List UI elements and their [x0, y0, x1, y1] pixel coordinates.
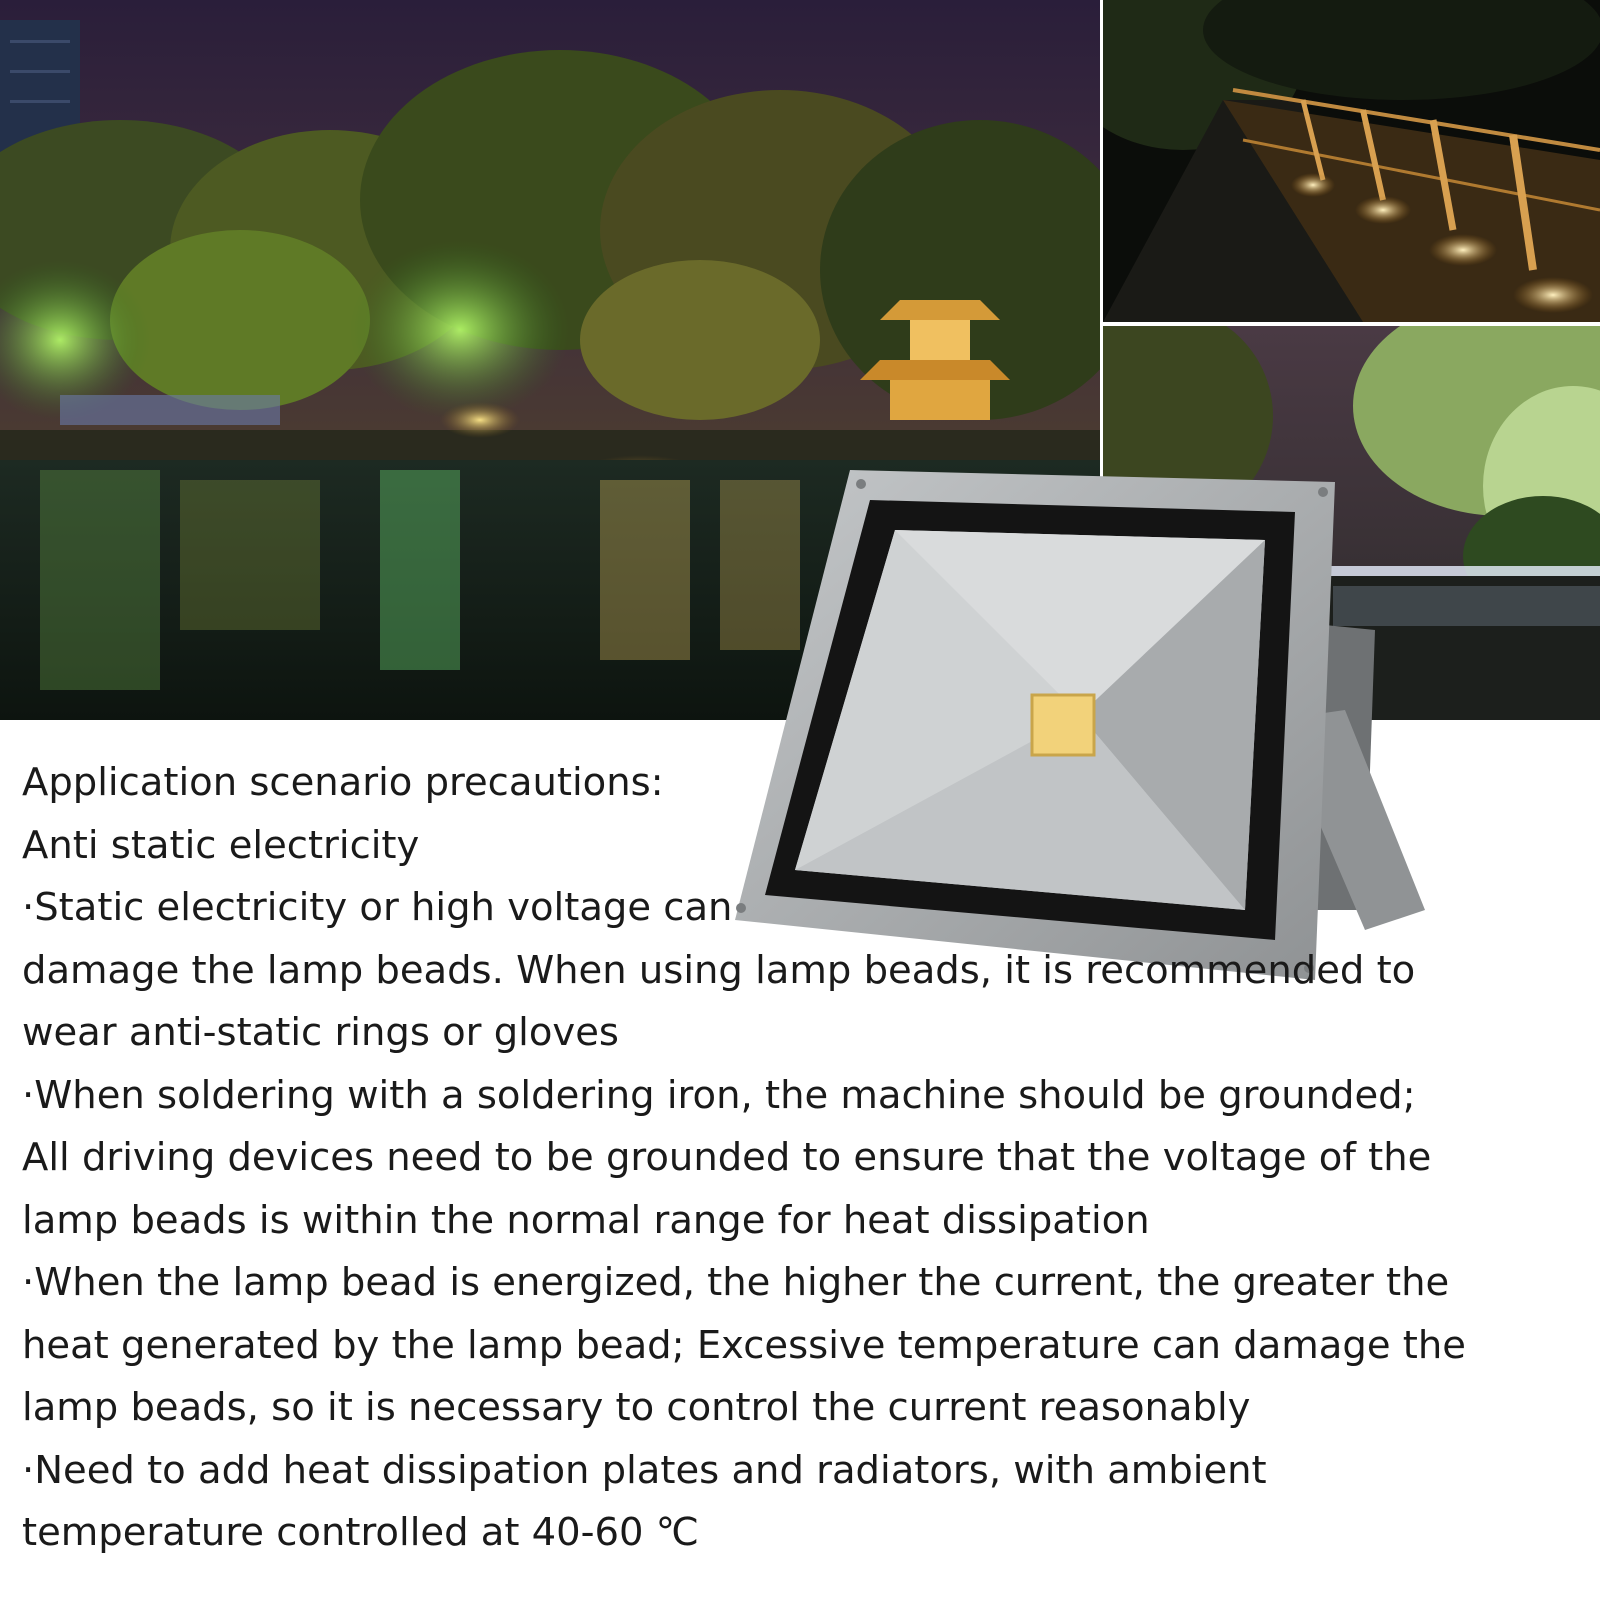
- text-line: wear anti-static rings or gloves: [22, 1010, 619, 1055]
- text-line: ·When soldering with a soldering iron, the machine should be grounded;: [22, 1072, 1416, 1118]
- text-line: lamp beads is within the normal range for heat dissipation: [22, 1197, 1150, 1243]
- walkway-scene-photo: [1103, 0, 1600, 322]
- text-line: lamp beads, so it is necessary to control the current reasonably: [22, 1385, 1251, 1430]
- text-line: damage the lamp beads. When using lamp beads, it is recommended to: [22, 947, 1416, 993]
- walkway-scene-image: [1103, 0, 1600, 322]
- anti-static-heading: Anti static electricity: [22, 822, 420, 868]
- text-line: heat generated by the lamp bead; Excessive temperature can damage the: [22, 1322, 1466, 1368]
- text-line: ·When the lamp bead is energized, the higher the current, the greater the: [22, 1260, 1450, 1305]
- text-line: temperature controlled at 40-60 ℃: [22, 1510, 700, 1555]
- precautions-text: [22, 752, 1582, 1565]
- text-line: ·Need to add heat dissipation plates and radiators, with ambient: [22, 1447, 1267, 1493]
- precautions-heading: Application scenario precautions:: [22, 760, 664, 805]
- text-line: All driving devices need to be grounded to ensure that the voltage of the: [22, 1135, 1432, 1180]
- text-line: ·Static electricity or high voltage can: [22, 885, 733, 930]
